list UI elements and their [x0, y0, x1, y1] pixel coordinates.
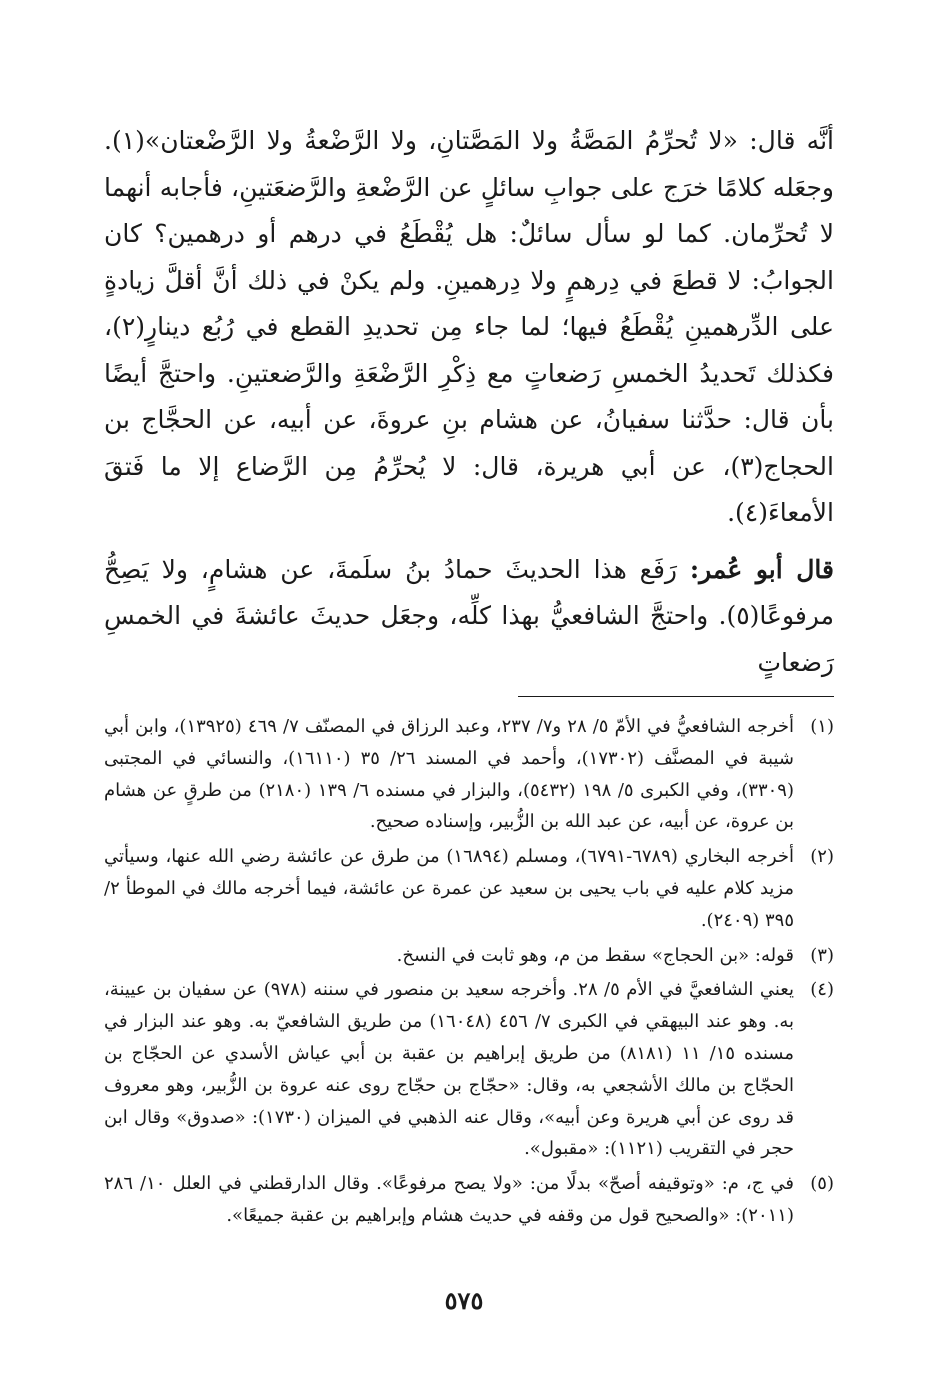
page-number: ٥٧٥: [444, 1286, 484, 1315]
footnote-number: (٥): [810, 1173, 834, 1195]
footnote-text: أخرجه البخاري (٦٧٨٩-٦٧٩١)، ومسلم (١٦٨٩٤) من طرق عن عائشة رضي الله عنها، وسيأتي مزيد كلام عليه في باب يحيى بن سعيد عن عمرة عن عائشة، فيما أخرجه مالك في الموطأ ٢/ ٣٩٥ (٢٤٠٩).: [104, 846, 794, 931]
footnote-text: في ج، م: «وتوقيفه أصحّ» بدلًا من: «ولا يصح مرفوعًا». وقال الدارقطني في العلل ١٠/ ٢٨٦ (٢٠١١): «والصحيح قول من وقفه في حديث هشام وإبراهيم بن عقبة جميعًا».: [104, 1173, 794, 1226]
footnote-5: [104, 1168, 834, 1232]
footnote-1: [104, 711, 834, 838]
paragraph-2-text: رَفَع هذا الحديثَ حمادُ بنُ سلَمةَ، عن هشامٍ، ولا يَصِحُّ مرفوعًا(٥). واحتجَّ الشافعيُّ بهذا كلِّه، وجعَل حديثَ عائشةَ في الخمسِ رَضعاتٍ: [104, 554, 834, 677]
footnote-3: [104, 940, 834, 972]
footnote-number: (٣): [810, 944, 834, 966]
footnote-number: (١): [810, 716, 834, 737]
footnote-text: أخرجه الشافعيُّ في الأمّ ٥/ ٢٨ و٧/ ٢٣٧، وعبد الرزاق في المصنّف ٧/ ٤٦٩ (١٣٩٢٥)، وابن أبي شيبة في المصنَّف (١٧٣٠٢)، وأحمد في المسند ٢٦/ ٣٥ (١٦١١٠)، والنسائي في المجتبى (٣٣٠٩)، وفي الكبرى ٥/ ١٩٨ (٥٤٣٢)، والبزار في مسنده ٦/ ١٣٩ (٢١٨٠) من طرقٍ عن هشام بن عروة، عن أبيه، عن عبد الله بن الزُّبير، وإسناده صحيح.: [104, 716, 795, 833]
footnote-divider: [518, 696, 834, 697]
footnote-4: [104, 974, 834, 1165]
footnote-2: [104, 841, 834, 936]
paragraph-lead: قال أبو عُمر:: [689, 554, 834, 584]
footnote-number: (٤): [810, 979, 834, 1001]
main-paragraph-2: [104, 547, 834, 687]
footnotes: [104, 711, 834, 1232]
main-paragraph-1: أنَّه قال: «لا تُحرِّمُ المَصَّةُ ولا المَصَّتانِ، ولا الرَّضْعةُ ولا الرَّضْعتان»(١). وجعَله كلامًا خرَج على جوابِ سائلٍ عن الرَّضْعةِ والرَّضعَتينِ، فأجابه أنهما لا تُحرِّمان. كما لو سأل سائلٌ: هل يُقْطَعُ في درهم أو درهمين؟ كان الجوابُ: لا قطعَ في دِرهمٍ ولا دِرهمينِ. ولم يكنْ في ذلك أنَّ أقلَّ زيادةٍ على الدِّرهمينِ يُقْطَعُ فيها؛ لما جاء مِن تحديدِ القطع في رُبُع دينارٍ(٢)، فكذلك تَحديدُ الخمسِ رَضعاتٍ مع ذِكْرِ الرَّضْعَةِ والرَّضعتينِ. واحتجَّ أيضًا بأن قال: حدَّثنا سفيانُ، عن هشام بنِ عروةَ، عن أبيه، عن الحجَّاج بن الحجاج(٣)، عن أبي هريرة، قال: لا يُحرِّمُ مِن الرَّضاع إلا ما فَتقَ الأمعاءَ(٤).: [104, 126, 834, 527]
footnote-text: يعني الشافعيَّ في الأم ٥/ ٢٨. وأخرجه سعيد بن منصور في سننه (٩٧٨) عن سفيان بن عيينة، به. وهو عند البيهقي في الكبرى ٧/ ٤٥٦ (١٦٠٤٨) من طريق الشافعيّ به. وهو عند البزار في مسنده ١٥/ ١١ (٨١٨١) من طريق إبراهيم بن عقبة بن أبي عياش الأسدي عن الحجّاج بن الحجّاج بن مالك الأشجعي به، وقال: «حجّاج بن حجّاج روى عنه عروة بن الزُّبير، وهو معروف قد روى عن أبي هريرة وعن أبيه»، وقال عنه الذهبي في الميزان (١٧٣٠): «صدوق» وقال ابن حجر في التقريب (١١٢١): «مقبول».: [104, 979, 795, 1160]
footnote-number: (٢): [810, 846, 834, 868]
main-text: [104, 118, 834, 686]
page-content: [104, 118, 834, 1235]
footnote-text: قوله: «بن الحجاج» سقط من م، وهو ثابت في النسخ.: [396, 944, 794, 966]
